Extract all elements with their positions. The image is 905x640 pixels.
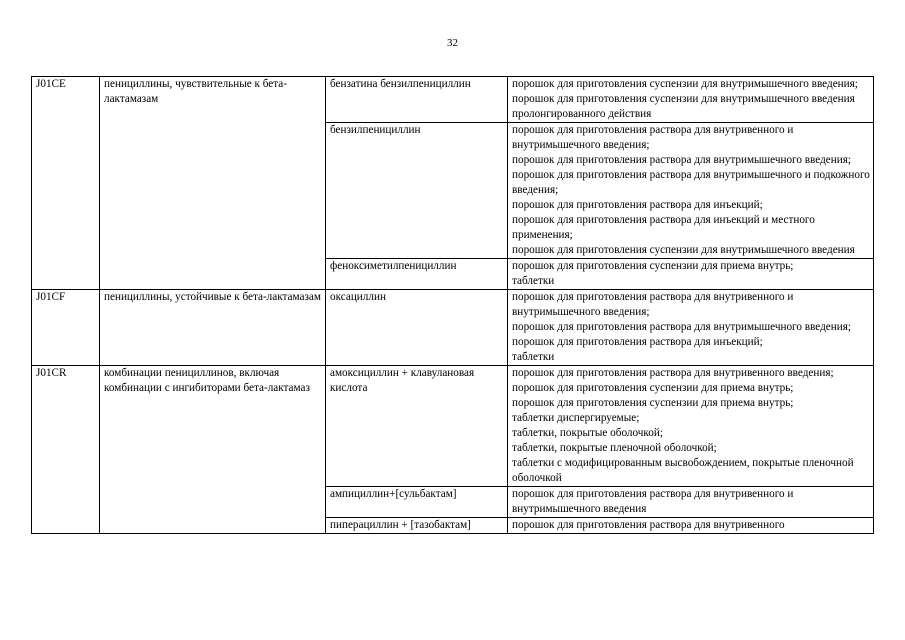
- dosage-form-item: порошок для приготовления раствора для инъекций;: [512, 199, 763, 211]
- dosage-forms-cell: [508, 487, 874, 518]
- dosage-form-item: порошок для приготовления раствора для внутримышечного введения;: [512, 154, 851, 166]
- atc-code-cell: J01CR: [32, 366, 100, 534]
- dosage-form-item: порошок для приготовления раствора для внутримышечного введения;: [512, 321, 851, 333]
- dosage-form-item: порошок для приготовления раствора для внутривенного введения;: [512, 367, 834, 379]
- dosage-form-item: порошок для приготовления суспензии для внутримышечного введения пролонгированного действия: [512, 93, 855, 120]
- table-body: [32, 77, 874, 534]
- dosage-forms-cell: [508, 518, 874, 534]
- dosage-form-item: порошок для приготовления суспензии для внутримышечного введения: [512, 244, 855, 256]
- dosage-form-item: таблетки, покрытые пленочной оболочкой;: [512, 442, 717, 454]
- table-row: [32, 77, 874, 123]
- dosage-forms-cell: [508, 77, 874, 123]
- dosage-form-item: порошок для приготовления суспензии для приема внутрь;: [512, 397, 794, 409]
- drug-table: [31, 76, 874, 534]
- dosage-form-item: порошок для приготовления раствора для инъекций и местного применения;: [512, 214, 815, 241]
- dosage-form-item: таблетки с модифицированным высвобождением, покрытые пленочной оболочкой: [512, 457, 854, 484]
- dosage-forms-cell: [508, 290, 874, 366]
- group-name-cell: комбинации пенициллинов, включая комбинации с ингибиторами бета-лактамаз: [100, 366, 326, 534]
- dosage-form-item: порошок для приготовления раствора для инъекций;: [512, 336, 763, 348]
- dosage-forms-cell: [508, 123, 874, 259]
- dosage-form-item: порошок для приготовления суспензии для приема внутрь;: [512, 260, 794, 272]
- dosage-form-item: порошок для приготовления раствора для внутримышечного и подкожного введения;: [512, 169, 870, 196]
- dosage-forms-cell: [508, 259, 874, 290]
- dosage-form-item: порошок для приготовления суспензии для внутримышечного введения;: [512, 78, 858, 90]
- drug-name-cell: пиперациллин + [тазобактам]: [326, 518, 508, 534]
- dosage-form-item: порошок для приготовления суспензии для приема внутрь;: [512, 382, 794, 394]
- dosage-form-item: таблетки: [512, 351, 555, 363]
- dosage-form-item: таблетки, покрытые оболочкой;: [512, 427, 663, 439]
- dosage-form-item: порошок для приготовления раствора для внутривенного и внутримышечного введения;: [512, 124, 794, 151]
- dosage-forms-cell: [508, 366, 874, 487]
- group-name-cell: пенициллины, чувствительные к бета-лактамазам: [100, 77, 326, 290]
- dosage-form-item: порошок для приготовления раствора для внутривенного и внутримышечного введения: [512, 488, 794, 515]
- dosage-form-item: таблетки: [512, 275, 555, 287]
- dosage-form-item: порошок для приготовления раствора для внутривенного и внутримышечного введения;: [512, 291, 794, 318]
- drug-name-cell: бензилпенициллин: [326, 123, 508, 259]
- dosage-form-item: порошок для приготовления раствора для внутривенного: [512, 519, 785, 531]
- table-row: [32, 366, 874, 487]
- drug-name-cell: оксациллин: [326, 290, 508, 366]
- drug-name-cell: бензатина бензилпенициллин: [326, 77, 508, 123]
- group-name-cell: пенициллины, устойчивые к бета-лактамазам: [100, 290, 326, 366]
- drug-name-cell: феноксиметилпенициллин: [326, 259, 508, 290]
- drug-name-cell: ампициллин+[сульбактам]: [326, 487, 508, 518]
- page-number: 32: [447, 37, 458, 49]
- atc-code-cell: J01CE: [32, 77, 100, 290]
- dosage-form-item: таблетки диспергируемые;: [512, 412, 640, 424]
- atc-code-cell: J01CF: [32, 290, 100, 366]
- table-row: [32, 290, 874, 366]
- drug-name-cell: амоксициллин + клавулановая кислота: [326, 366, 508, 487]
